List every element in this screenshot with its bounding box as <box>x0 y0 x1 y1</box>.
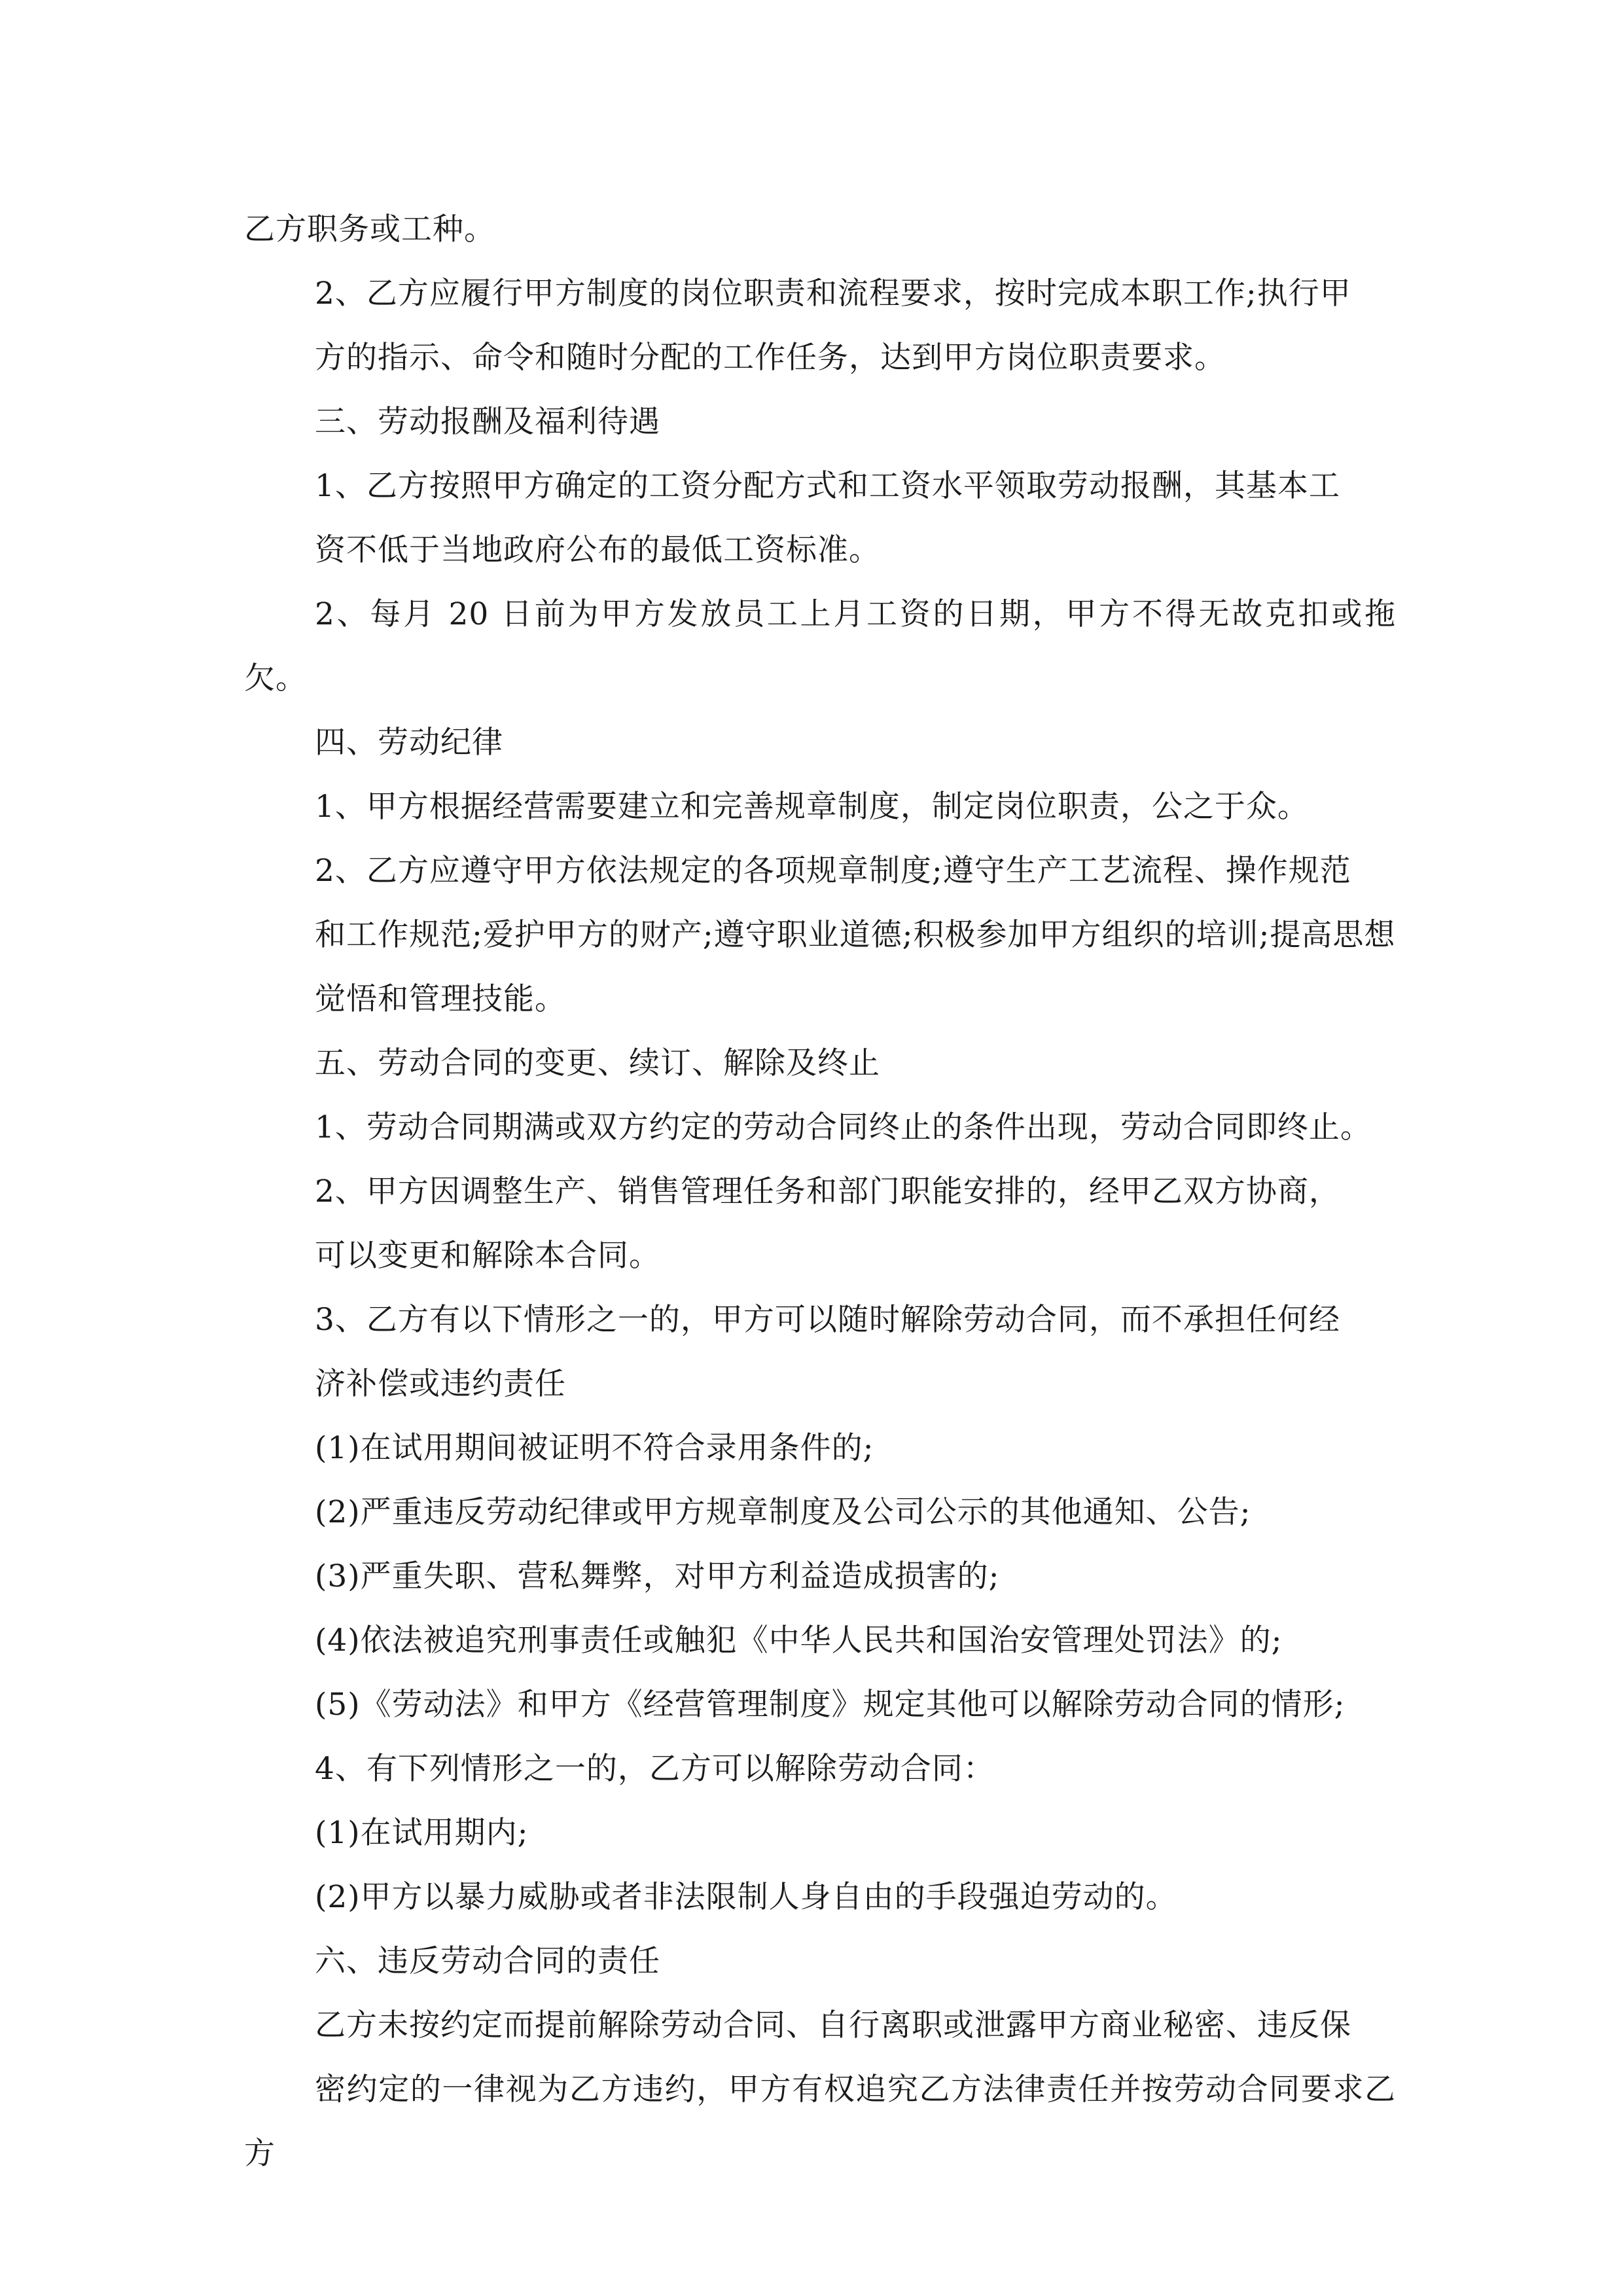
text-line: 1、甲方根据经营需要建立和完善规章制度，制定岗位职责，公之于众。 <box>315 789 1309 825</box>
text-line: (4)依法被追究刑事责任或触犯《中华人民共和国治安管理处罚法》的; <box>315 1623 1283 1659</box>
text-line: 可以变更和解除本合同。 <box>315 1238 660 1274</box>
text-line: (3)严重失职、营私舞弊，对甲方利益造成损害的; <box>315 1558 1000 1594</box>
text-line: 2、乙方应履行甲方制度的岗位职责和流程要求，按时完成本职工作;执行甲 <box>315 276 1351 312</box>
text-line: 三、劳动报酬及福利待遇 <box>315 404 660 440</box>
text-line: (2)严重违反劳动纪律或甲方规章制度及公司公示的其他通知、公告; <box>315 1494 1251 1530</box>
paragraph <box>244 1545 1396 1609</box>
paragraph <box>244 1994 1396 2186</box>
text-line: 和工作规范;爱护甲方的财产;遵守职业道德;积极参加甲方组织的培训;提高思想 <box>315 917 1396 953</box>
text-line: 方的指示、命令和随时分配的工作任务，达到甲方岗位职责要求。 <box>315 340 1226 376</box>
document-body <box>244 198 1396 2186</box>
paragraph <box>244 839 1396 1031</box>
text-line: 4、有下列情形之一的，乙方可以解除劳动合同： <box>315 1751 995 1787</box>
paragraph <box>244 1416 1396 1480</box>
paragraph <box>244 775 1396 839</box>
text-line: 2、乙方应遵守甲方依法规定的各项规章制度;遵守生产工艺流程、操作规范 <box>315 853 1351 889</box>
text-line: (2)甲方以暴力威胁或者非法限制人身自由的手段强迫劳动的。 <box>315 1879 1177 1915</box>
paragraph <box>244 711 1396 775</box>
text-line: 乙方职务或工种。 <box>244 211 495 247</box>
paragraph <box>244 390 1396 454</box>
text-line: 济补偿或违约责任 <box>315 1366 566 1402</box>
paragraph <box>244 1801 1396 1865</box>
paragraph <box>244 1160 1396 1288</box>
text-line: 1、劳动合同期满或双方约定的劳动合同终止的条件出现，劳动合同即终止。 <box>315 1109 1372 1145</box>
text-line: 四、劳动纪律 <box>315 725 503 761</box>
paragraph <box>244 1609 1396 1673</box>
paragraph <box>244 583 1396 711</box>
text-line: 觉悟和管理技能。 <box>315 981 566 1017</box>
paragraph <box>244 1673 1396 1737</box>
text-line: 资不低于当地政府公布的最低工资标准。 <box>315 532 880 568</box>
paragraph <box>244 454 1396 583</box>
paragraph <box>244 1737 1396 1801</box>
paragraph <box>244 1031 1396 1096</box>
paragraph <box>244 1096 1396 1160</box>
text-line: 1、乙方按照甲方确定的工资分配方式和工资水平领取劳动报酬，其基本工 <box>315 468 1340 504</box>
text-line: (1)在试用期内; <box>315 1815 529 1851</box>
text-line: (1)在试用期间被证明不符合录用条件的; <box>315 1430 874 1466</box>
paragraph <box>244 1929 1396 1994</box>
paragraph <box>244 1480 1396 1545</box>
text-line: 2、每月 20 日前为甲方发放员工上月工资的日期，甲方不得无故克扣或拖欠。 <box>244 596 1396 696</box>
text-line: 乙方未按约定而提前解除劳动合同、自行离职或泄露甲方商业秘密、违反保 <box>315 2007 1351 2043</box>
text-line: 3、乙方有以下情形之一的，甲方可以随时解除劳动合同，而不承担任何经 <box>315 1302 1340 1338</box>
paragraph <box>244 1865 1396 1929</box>
text-line: 五、劳动合同的变更、续订、解除及终止 <box>315 1045 880 1081</box>
text-line: 六、违反劳动合同的责任 <box>315 1943 660 1979</box>
text-line: 密约定的一律视为乙方违约，甲方有权追究乙方法律责任并按劳动合同要求乙方 <box>244 2072 1396 2172</box>
paragraph <box>244 198 1396 262</box>
text-line: (5)《劳动法》和甲方《经营管理制度》规定其他可以解除劳动合同的情形; <box>315 1687 1346 1723</box>
paragraph <box>244 1288 1396 1416</box>
text-line: 2、甲方因调整生产、销售管理任务和部门职能安排的，经甲乙双方协商， <box>315 1174 1340 1210</box>
paragraph <box>244 262 1396 390</box>
